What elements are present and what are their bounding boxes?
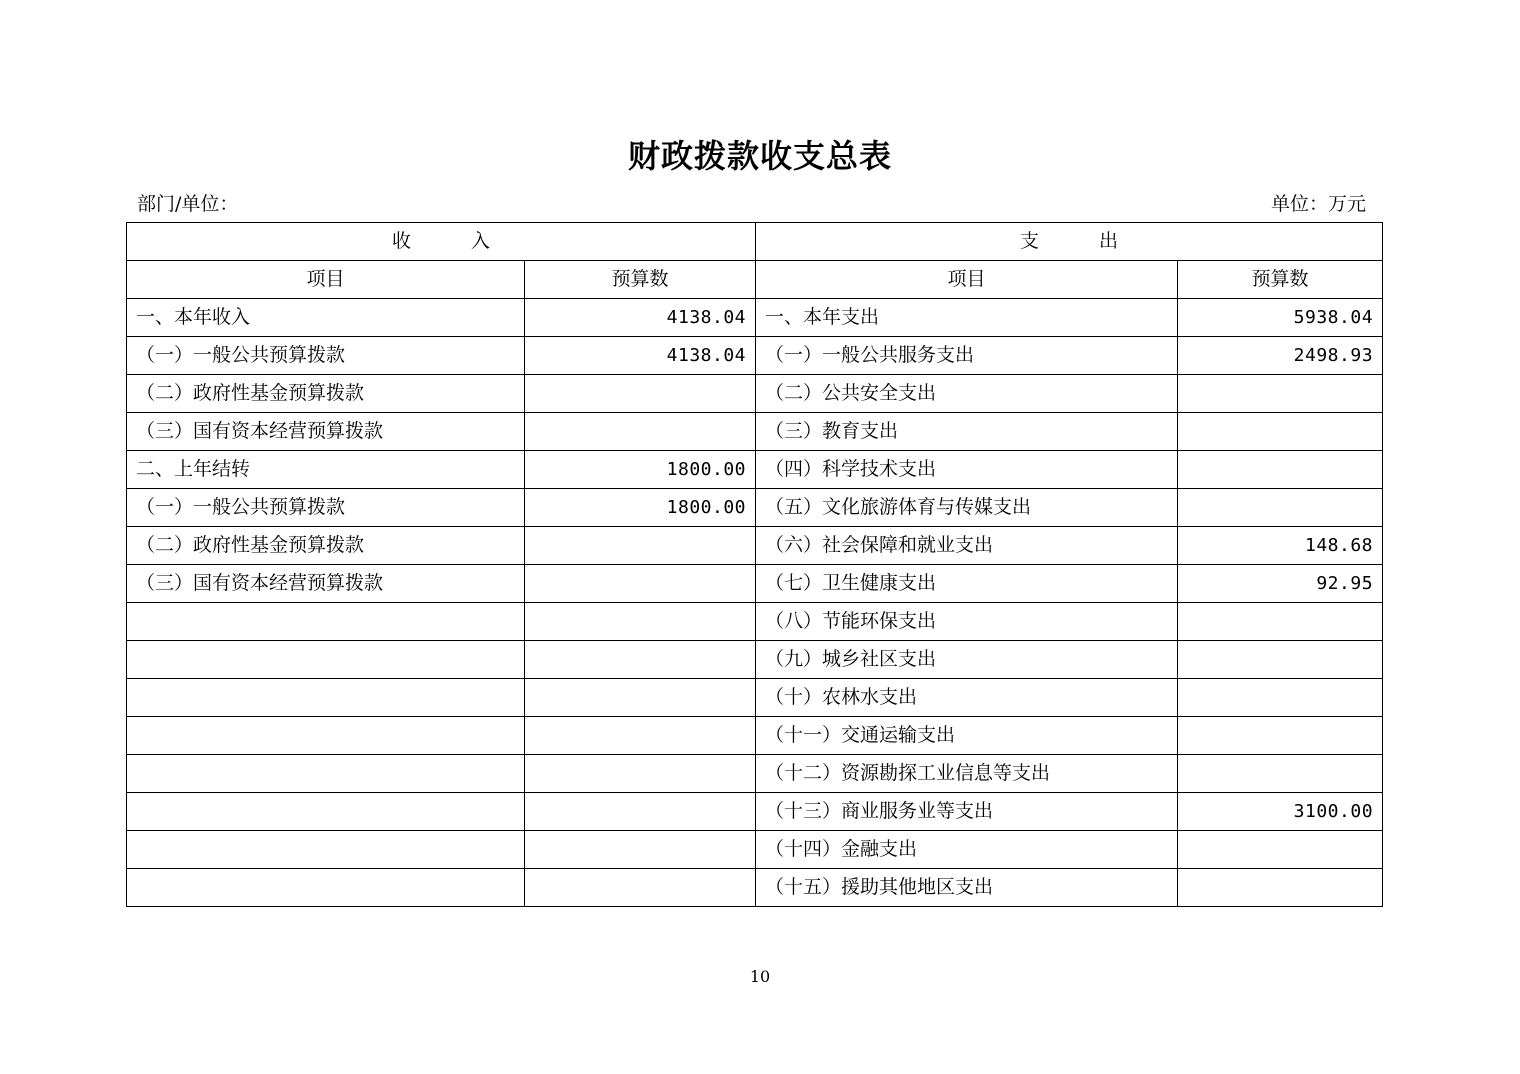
expense-item: （二）公共安全支出: [756, 375, 1178, 413]
expense-item: （五）文化旅游体育与传媒支出: [756, 489, 1178, 527]
table-row: [127, 831, 1383, 869]
income-item: （一）一般公共预算拨款: [127, 489, 525, 527]
expense-amount: 2498.93: [1178, 337, 1383, 375]
income-amount: [525, 793, 756, 831]
expense-amount: 3100.00: [1178, 793, 1383, 831]
income-amount: [525, 679, 756, 717]
page-number: 10: [749, 967, 771, 986]
income-group-header: 收入: [127, 223, 756, 261]
income-amount: [525, 755, 756, 793]
expense-item: （十）农林水支出: [756, 679, 1178, 717]
expense-group-header: 支出: [756, 223, 1383, 261]
expense-item: （一）一般公共服务支出: [756, 337, 1178, 375]
income-item: [127, 869, 525, 907]
income-item: 一、本年收入: [127, 299, 525, 337]
expense-amount: [1178, 603, 1383, 641]
table-row: [127, 337, 1383, 375]
group-header-row: [127, 223, 1383, 261]
income-amount: [525, 527, 756, 565]
expense-amount: [1178, 375, 1383, 413]
budget-table: [126, 222, 1383, 907]
income-amount: [525, 565, 756, 603]
expense-amount: [1178, 451, 1383, 489]
expense-item: （十五）援助其他地区支出: [756, 869, 1178, 907]
income-item: [127, 831, 525, 869]
page-title: 财政拨款收支总表: [627, 137, 892, 175]
expense-item: 一、本年支出: [756, 299, 1178, 337]
expense-item: （十四）金融支出: [756, 831, 1178, 869]
expense-amount: 92.95: [1178, 565, 1383, 603]
income-item: （三）国有资本经营预算拨款: [127, 413, 525, 451]
income-item: 二、上年结转: [127, 451, 525, 489]
income-amount: [525, 641, 756, 679]
expense-amount: [1178, 755, 1383, 793]
income-item: （一）一般公共预算拨款: [127, 337, 525, 375]
table-row: [127, 641, 1383, 679]
column-header-row: [127, 261, 1383, 299]
table-row: [127, 565, 1383, 603]
income-amount: 1800.00: [525, 451, 756, 489]
income-amount: [525, 717, 756, 755]
expense-item: （十一）交通运输支出: [756, 717, 1178, 755]
income-amount: [525, 375, 756, 413]
income-amount: 4138.04: [525, 337, 756, 375]
expense-amount: [1178, 679, 1383, 717]
expense-item: （十三）商业服务业等支出: [756, 793, 1178, 831]
income-item: [127, 717, 525, 755]
expense-item: （三）教育支出: [756, 413, 1178, 451]
department-label: 部门/单位：: [137, 193, 239, 215]
expense-item: （八）节能环保支出: [756, 603, 1178, 641]
table-body: [127, 299, 1383, 907]
expense-item: （九）城乡社区支出: [756, 641, 1178, 679]
table-row: [127, 755, 1383, 793]
income-amount: [525, 831, 756, 869]
income-item: （二）政府性基金预算拨款: [127, 375, 525, 413]
income-amount: 1800.00: [525, 489, 756, 527]
income-item-header: 项目: [127, 261, 525, 299]
table-row: [127, 603, 1383, 641]
expense-item: （四）科学技术支出: [756, 451, 1178, 489]
expense-item: （七）卫生健康支出: [756, 565, 1178, 603]
income-amount: [525, 413, 756, 451]
expense-item: （十二）资源勘探工业信息等支出: [756, 755, 1178, 793]
income-item: （二）政府性基金预算拨款: [127, 527, 525, 565]
income-amount: [525, 603, 756, 641]
income-amount: [525, 869, 756, 907]
unit-label: 单位：万元: [1270, 193, 1366, 215]
expense-amount: [1178, 717, 1383, 755]
expense-amount: [1178, 831, 1383, 869]
table-row: [127, 413, 1383, 451]
income-budget-header: 预算数: [525, 261, 756, 299]
income-item: （三）国有资本经营预算拨款: [127, 565, 525, 603]
income-item: [127, 793, 525, 831]
expense-amount: [1178, 413, 1383, 451]
expense-amount: 5938.04: [1178, 299, 1383, 337]
table-row: [127, 375, 1383, 413]
income-item: [127, 755, 525, 793]
expense-amount: 148.68: [1178, 527, 1383, 565]
table-row: [127, 717, 1383, 755]
expense-amount: [1178, 869, 1383, 907]
table-row: [127, 527, 1383, 565]
table-row: [127, 299, 1383, 337]
table-row: [127, 451, 1383, 489]
income-amount: 4138.04: [525, 299, 756, 337]
table-row: [127, 489, 1383, 527]
table-row: [127, 679, 1383, 717]
table-row: [127, 869, 1383, 907]
expense-amount: [1178, 641, 1383, 679]
table-header: [127, 223, 1383, 299]
expense-amount: [1178, 489, 1383, 527]
income-item: [127, 641, 525, 679]
income-item: [127, 679, 525, 717]
expense-item-header: 项目: [756, 261, 1178, 299]
income-item: [127, 603, 525, 641]
table-row: [127, 793, 1383, 831]
expense-item: （六）社会保障和就业支出: [756, 527, 1178, 565]
expense-budget-header: 预算数: [1178, 261, 1383, 299]
